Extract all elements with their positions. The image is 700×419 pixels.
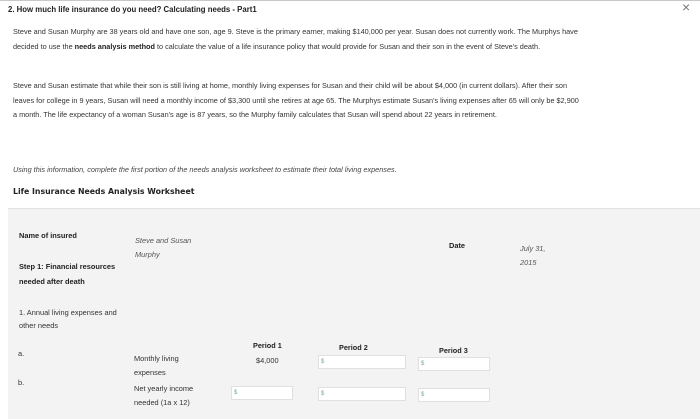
para1-text-start: Steve and Susan Murphy are 38 years old and have one son, age 9. Steve is the primary earner, making $140,000 per year. Susan does not currently work. The Murphys have decided to use the	[13, 27, 578, 51]
scenario-paragraph-2: Steve and Susan estimate that while their son is still living at home, monthly living expenses for Susan and their child will be about $4,000 (in current dollars). After their son leaves for college in 9 years, Susan will need a monthly income of $3,300 until she retires at age 65. The Murphys estimate Susan's living expenses after 65 will only be $2,900 a month. The life expectancy of a woman Susan's age is 87 years, so the Murphy family calculates that Susan will spend about 22 years in retirement.	[13, 81, 579, 119]
worksheet-title: Life Insurance Needs Analysis Worksheet	[13, 187, 195, 196]
para1-bold-term: needs analysis method	[74, 41, 155, 51]
date-label: Date	[449, 241, 466, 250]
dollar-prefix: $	[421, 361, 425, 367]
date-value: July 31, 2015	[520, 244, 546, 267]
scenario-paragraph-1	[13, 25, 581, 54]
row-a-period-1-value: $4,000	[256, 356, 279, 365]
para1-text-end: to calculate the value of a life insurance policy that would provide for Susan and their son in the event of Steve's death.	[154, 41, 541, 51]
row-a-period-3-input[interactable]	[418, 357, 490, 371]
item1-label: 1. Annual living expenses and other needs	[19, 308, 117, 330]
dollar-prefix: $	[321, 359, 325, 365]
dollar-prefix: $	[234, 390, 238, 396]
name-of-insured-value: Steve and Susan Murphy	[135, 236, 192, 259]
row-b-label: Net yearly income needed (1a x 12)	[134, 384, 194, 407]
instructions: Using this information, complete the first portion of the needs analysis worksheet to estimate their total living expenses.	[13, 165, 397, 174]
row-a-period-2-input[interactable]	[318, 355, 406, 369]
top-border	[0, 0, 700, 1]
row-b-period-2-input[interactable]	[318, 387, 406, 401]
dollar-prefix: $	[421, 392, 425, 398]
period-2-header: Period 2	[339, 343, 368, 352]
row-a-label: Monthly living expenses	[134, 354, 179, 377]
dollar-prefix: $	[321, 391, 325, 397]
period-3-header: Period 3	[439, 346, 468, 355]
row-b-period-3-input[interactable]	[418, 388, 490, 402]
step1-label: Step 1: Financial resources needed after death	[19, 262, 116, 286]
question-title: 2. How much life insurance do you need? Calculating needs - Part1	[8, 5, 257, 14]
name-of-insured-label: Name of insured	[19, 231, 77, 240]
row-b-period-1-input[interactable]	[231, 386, 293, 400]
row-a-letter: a.	[18, 349, 25, 358]
close-icon[interactable]: ×	[682, 0, 691, 15]
period-1-header: Period 1	[253, 341, 282, 350]
row-b-letter: b.	[18, 378, 25, 387]
